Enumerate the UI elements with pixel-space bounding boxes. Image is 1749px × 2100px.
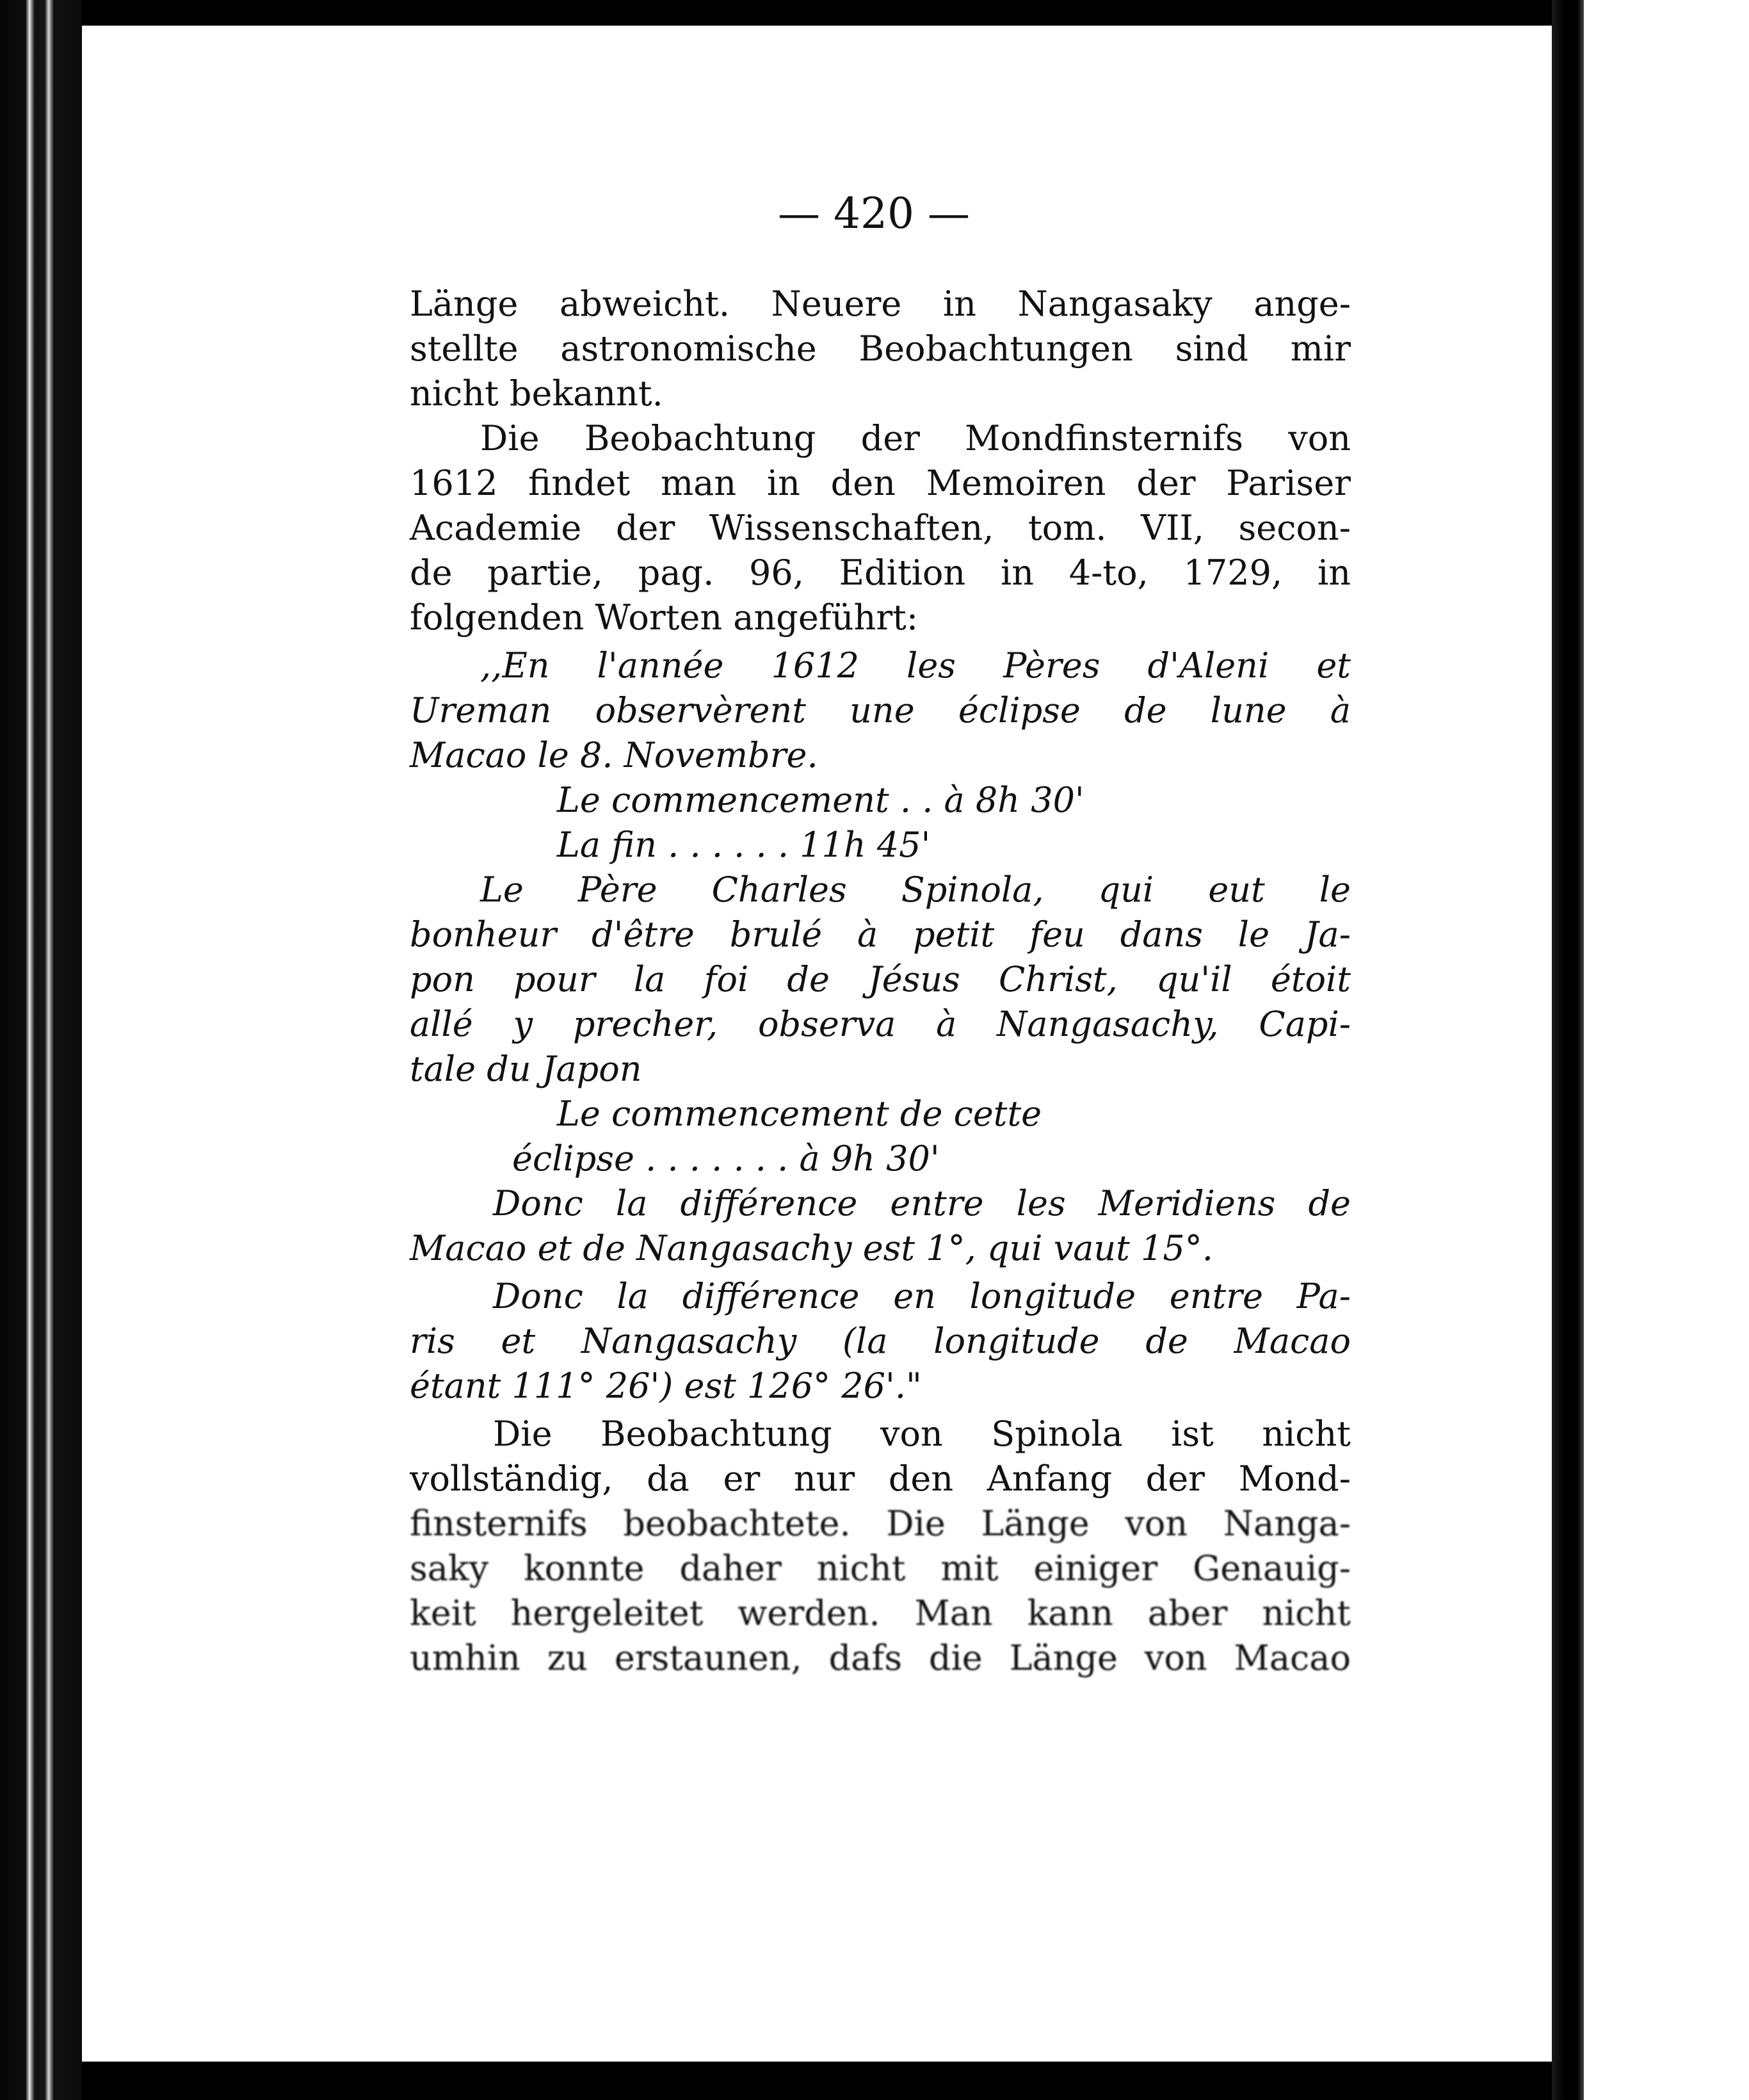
- timing-line-commencement-cette: Le commencement de cette: [557, 1094, 1042, 1134]
- text-line: finsternifs beobachtete. Die Länge von Nanga-: [410, 1503, 1351, 1544]
- quote-line: allé y precher, observa à Nangasachy, Capi-: [410, 1004, 1351, 1044]
- text-line: de partie, pag. 96, Edition in 4-to, 1729, in: [410, 553, 1351, 593]
- text-line: Academie der Wissenschaften, tom. VII, secon-: [410, 508, 1351, 548]
- quote-line: Donc la différence en longitude entre Pa-: [493, 1276, 1351, 1316]
- text-line: vollständig, da er nur den Anfang der Mond-: [410, 1458, 1351, 1499]
- quote-line: ,,En l'année 1612 les Pères d'Aleni et: [480, 645, 1351, 686]
- timing-line-commencement: Le commencement . . à 8h 30': [557, 780, 1084, 820]
- text-line: Die Beobachtung der Mondfinsternifs von: [480, 418, 1351, 458]
- page-number: — 420 —: [778, 189, 970, 238]
- quote-line: Ureman observèrent une éclipse de lune à: [410, 690, 1351, 731]
- quote-line: Le Père Charles Spinola, qui eut le: [480, 869, 1351, 910]
- book-gutter: [1552, 0, 1584, 2100]
- text-line: stellte astronomische Beobachtungen sind mir: [410, 328, 1351, 369]
- timing-line-fin: La fin . . . . . . 11h 45': [557, 825, 931, 865]
- quote-line: tale du Japon: [410, 1049, 642, 1089]
- quote-line: bonheur d'être brulé à petit feu dans le Ja-: [410, 914, 1351, 955]
- book-spine-left: [0, 0, 82, 2100]
- text-line: Länge abweicht. Neuere in Nangasaky ange-: [410, 284, 1351, 324]
- facing-page-edge: [1584, 0, 1749, 2100]
- quote-line: pon pour la foi de Jésus Christ, qu'il étoit: [410, 959, 1351, 999]
- text-line: umhin zu erstaunen, dafs die Länge von Macao: [410, 1638, 1351, 1678]
- text-line: 1612 findet man in den Memoiren der Pariser: [410, 463, 1351, 503]
- text-line: saky konnte daher nicht mit einiger Genauig-: [410, 1548, 1351, 1588]
- text-line: Die Beobachtung von Spinola ist nicht: [493, 1414, 1351, 1454]
- quote-line: Donc la différence entre les Meridiens de: [493, 1183, 1351, 1224]
- quote-line: Macao et de Nangasachy est 1°, qui vaut 15°.: [410, 1228, 1213, 1268]
- text-line: keit hergeleitet werden. Man kann aber nicht: [410, 1593, 1351, 1633]
- quote-line: ris et Nangasachy (la longitude de Macao: [410, 1321, 1351, 1361]
- quote-line: Macao le 8. Novembre.: [410, 735, 818, 775]
- timing-line-eclipse: éclipse . . . . . . . à 9h 30': [512, 1138, 940, 1179]
- quote-line: étant 111° 26') est 126° 26'.": [410, 1366, 922, 1406]
- text-line: nicht bekannt.: [410, 373, 663, 414]
- text-line: folgenden Worten angeführt:: [410, 597, 919, 638]
